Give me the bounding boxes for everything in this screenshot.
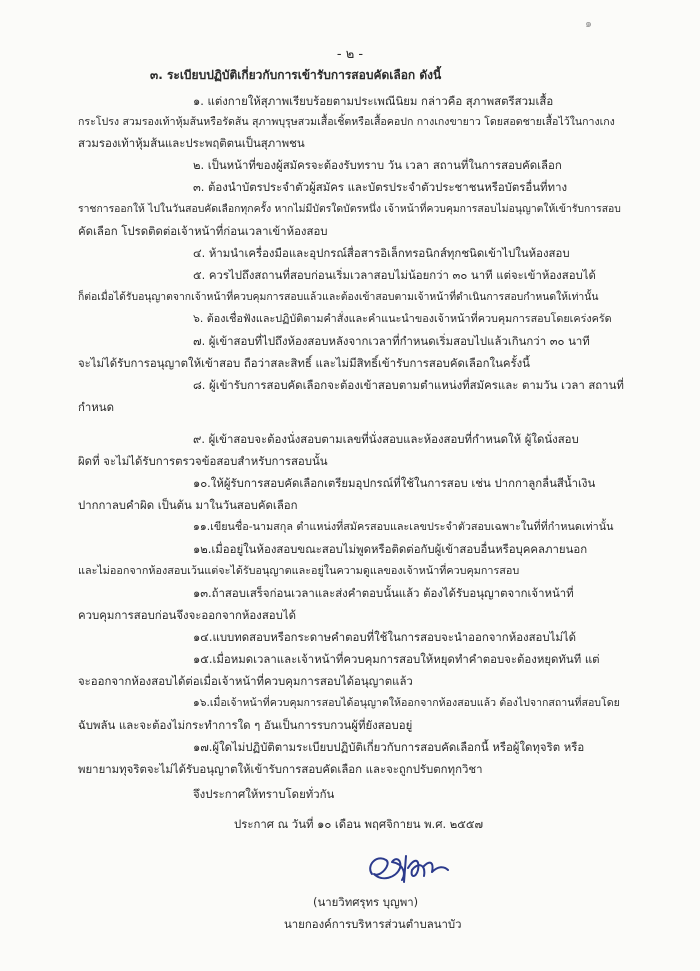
rule-5-line-1: ๕. ควรไปถึงสถานที่สอบก่อนเริ่มเวลาสอบไม่น้อยกว่า ๓๐ นาที แต่จะเข้าห้องสอบได้ bbox=[193, 268, 596, 282]
page-number: - ๒ - bbox=[336, 47, 364, 62]
rule-9-line-1: ๙. ผู้เข้าสอบจะต้องนั่งสอบตามเลขที่นั่งสอบและห้องสอบที่กำหนดให้ ผู้ใดนั่งสอบ bbox=[193, 432, 579, 446]
scan-mark: ๑ bbox=[585, 17, 594, 30]
signer-title: นายกองค์การบริหารส่วนตำบลนาบัว bbox=[284, 917, 462, 931]
rule-15-line-2: จะออกจากห้องสอบได้ต่อเมื่อเจ้าหน้าที่ควบคุมการสอบได้อนุญาตแล้ว bbox=[78, 674, 413, 688]
closing-notice: จึงประกาศให้ทราบโดยทั่วกัน bbox=[193, 787, 335, 801]
rule-5-line-2: ก็ต่อเมื่อได้รับอนุญาตจากเจ้าหน้าที่ควบคุมการสอบแล้วและต้องเข้าสอบตามเจ้าหน้าที่ดำเนินการสอบกำหนดให้เท่านั้น bbox=[78, 291, 599, 303]
announcement-date: ประกาศ ณ วันที่ ๑๐ เดือน พฤศจิกายน พ.ศ. ๒๕๕๗ bbox=[234, 817, 484, 831]
rule-3-line-1: ๓. ต้องนำบัตรประจำตัวผู้สมัคร และบัตรประจำตัวประชาชนหรือบัตรอื่นที่ทาง bbox=[193, 180, 568, 194]
rule-15-line-1: ๑๕.เมื่อหมดเวลาและเจ้าหน้าที่ควบคุมการสอบให้หยุดทำคำตอบจะต้องหยุดทันที แต่ bbox=[193, 652, 600, 666]
rule-1-line-1: ๑. แต่งกายให้สุภาพเรียบร้อยตามประเพณีนิยม กล่าวคือ สุภาพสตรีสวมเสื้อ bbox=[193, 94, 554, 108]
signature-mark bbox=[362, 848, 452, 890]
signer-name: (นายวิทศรุทร บุญพา) bbox=[313, 895, 419, 909]
rule-17-line-2: พยายามทุจริตจะไม่ได้รับอนุญาตให้เข้ารับการสอบคัดเลือก และจะถูกปรับตกทุกวิชา bbox=[78, 762, 483, 776]
rule-3-line-3: คัดเลือก โปรดติดต่อเจ้าหน้าที่ก่อนเวลาเข้าห้องสอบ bbox=[78, 224, 328, 238]
rule-8-line-1: ๘. ผู้เข้ารับการสอบคัดเลือกจะต้องเข้าสอบตามตำแหน่งที่สมัครและ ตามวัน เวลา สถานที่ bbox=[193, 378, 624, 392]
rule-1-line-2: กระโปรง สวมรองเท้าหุ้มส้นหรือรัดส้น สุภาพบุรุษสวมเสื้อเชิ้ตหรือเสื้อคอปก กางเกงขายาว โดยสอดชายเสื้อไว้ในกางเกง bbox=[78, 116, 615, 128]
rule-1-line-3: สวมรองเท้าหุ้มส้นและประพฤติตนเป็นสุภาพชน bbox=[78, 136, 305, 150]
rule-10-line-1: ๑๐.ให้ผู้รับการสอบคัดเลือกเตรียมอุปกรณ์ที่ใช้ในการสอบ เช่น ปากกาลูกลื่นสีน้ำเงิน bbox=[193, 476, 596, 490]
rule-7-line-2: จะไม่ได้รับการอนุญาตให้เข้าสอบ ถือว่าสละสิทธิ์ และไม่มีสิทธิ์เข้ารับการสอบคัดเลือกในครั้งนี้ bbox=[78, 356, 530, 370]
rule-10-line-2: ปากกาลบคำผิด เป็นต้น มาในวันสอบคัดเลือก bbox=[78, 498, 298, 512]
rule-4: ๔. ห้ามนำเครื่องมือและอุปกรณ์สื่อสารอิเล็กทรอนิกส์ทุกชนิดเข้าไปในห้องสอบ bbox=[193, 246, 570, 260]
rule-16-line-2: ฉับพลัน และจะต้องไม่กระทำการใด ๆ อันเป็นการรบกวนผู้ที่ยังสอบอยู่ bbox=[78, 718, 413, 732]
rule-8-line-2: กำหนด bbox=[78, 400, 114, 414]
section-heading: ๓. ระเบียบปฏิบัติเกี่ยวกับการเข้ารับการสอบคัดเลือก ดังนี้ bbox=[150, 68, 442, 82]
rule-12-line-1: ๑๒.เมื่ออยู่ในห้องสอบขณะสอบไม่พูดหรือติดต่อกับผู้เข้าสอบอื่นหรือบุคคลภายนอก bbox=[193, 542, 588, 556]
rule-13-line-1: ๑๓.ถ้าสอบเสร็จก่อนเวลาและส่งคำตอบนั้นแล้ว ต้องได้รับอนุญาตจากเจ้าหน้าที่ bbox=[193, 586, 574, 600]
rule-7-line-1: ๗. ผู้เข้าสอบที่ไปถึงห้องสอบหลังจากเวลาที่กำหนดเริ่มสอบไปแล้วเกินกว่า ๓๐ นาที bbox=[193, 334, 590, 348]
rule-14: ๑๔.แบบทดสอบหรือกระดาษคำตอบที่ใช้ในการสอบจะนำออกจากห้องสอบไม่ได้ bbox=[193, 630, 576, 644]
rule-17-line-1: ๑๗.ผู้ใดไม่ปฏิบัติตามระเบียบปฏิบัติเกี่ยวกับการสอบคัดเลือกนี้ หรือผู้ใดทุจริต หรือ bbox=[193, 740, 585, 754]
rule-2: ๒. เป็นหน้าที่ของผู้สมัครจะต้องรับทราบ วัน เวลา สถานที่ในการสอบคัดเลือก bbox=[193, 158, 562, 172]
rule-9-line-2: ผิดที่ จะไม่ได้รับการตรวจข้อสอบสำหรับการสอบนั้น bbox=[78, 454, 328, 468]
rule-11: ๑๑.เขียนชื่อ-นามสกุล ตำแหน่งที่สมัครสอบและเลขประจำตัวสอบเฉพาะในที่ที่กำหนดเท่านั้น bbox=[193, 520, 614, 533]
rule-16-line-1: ๑๖.เมื่อเจ้าหน้าที่ควบคุมการสอบได้อนุญาตให้ออกจากห้องสอบแล้ว ต้องไปจากสถานที่สอบโดย bbox=[193, 697, 620, 709]
rule-3-line-2: ราชการออกให้ ไปในวันสอบคัดเลือกทุกครั้ง หากไม่มีบัตรใดบัตรหนึ่ง เจ้าหน้าที่ควบคุมการสอบไม่อนุญาตให้เข้ารับการสอบ bbox=[78, 203, 621, 215]
rule-12-line-2: และไม่ออกจากห้องสอบเว้นแต่จะได้รับอนุญาตและอยู่ในความดูแลของเจ้าหน้าที่ควบคุมการสอบ bbox=[78, 564, 520, 577]
rule-6: ๖. ต้องเชื่อฟังและปฏิบัติตามคำสั่งและคำแนะนำของเจ้าหน้าที่ควบคุมการสอบโดยเคร่งครัด bbox=[193, 312, 612, 325]
rule-13-line-2: ควบคุมการสอบก่อนจึงจะออกจากห้องสอบได้ bbox=[78, 608, 296, 622]
